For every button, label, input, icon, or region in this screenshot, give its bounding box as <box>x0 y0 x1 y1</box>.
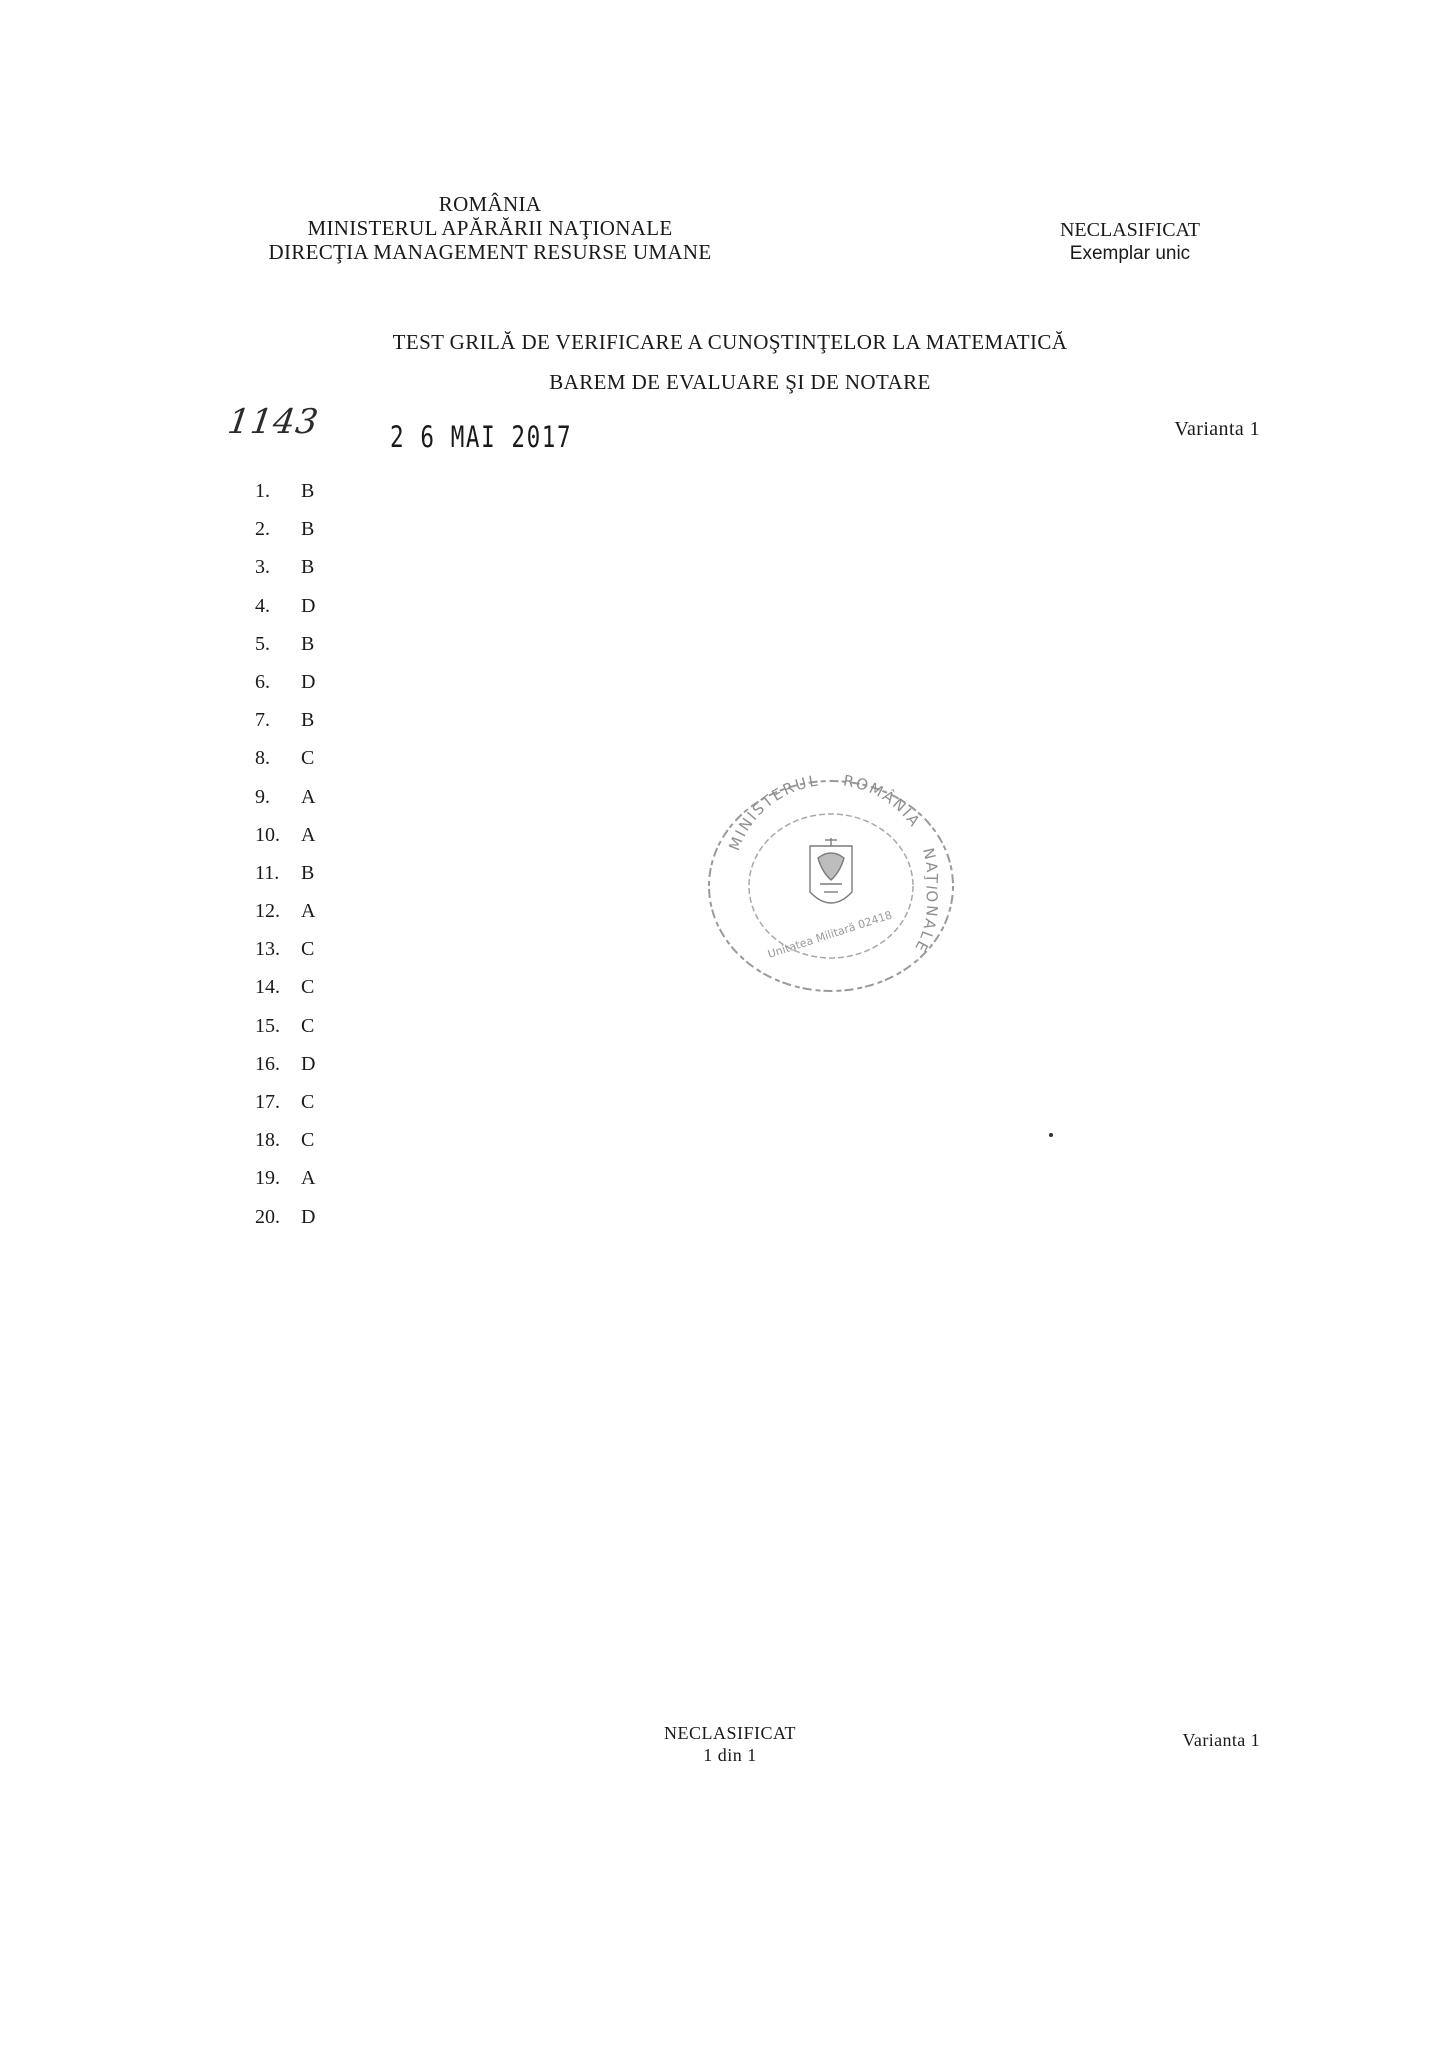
answer-letter: C <box>301 1091 315 1113</box>
document-title: TEST GRILĂ DE VERIFICARE A CUNOŞTINŢELOR LA MATEMATICĂ <box>392 330 1068 354</box>
header-country: ROMÂNIA <box>438 192 542 216</box>
answer-letter: B <box>301 632 315 655</box>
answer-row <box>255 1007 315 1045</box>
answer-row <box>255 968 315 1006</box>
answer-row <box>255 663 315 701</box>
variant-label: Varianta 1 <box>1174 418 1260 440</box>
answer-row <box>255 1159 315 1197</box>
answer-number: 13. <box>255 938 280 961</box>
answer-row <box>255 548 315 586</box>
header-classification-block <box>1030 218 1230 266</box>
answer-row <box>255 816 315 854</box>
answer-row <box>255 701 315 739</box>
answer-row <box>255 472 315 510</box>
answer-letter: D <box>301 1052 316 1075</box>
answer-row <box>255 1198 315 1236</box>
answer-letter: D <box>301 1205 316 1228</box>
seal-text-left: MINISTERUL <box>725 771 821 854</box>
answer-number: 14. <box>255 976 280 999</box>
answer-letter: C <box>301 976 315 999</box>
answer-row <box>255 739 315 777</box>
answer-number: 15. <box>255 1014 280 1037</box>
answer-letter: C <box>301 1129 315 1152</box>
answer-number: 8. <box>255 747 270 770</box>
header-directorate: DIRECŢIA MANAGEMENT RESURSE UMANE <box>268 240 712 264</box>
answer-letter: A <box>301 1167 316 1190</box>
seal-text-bottom: Unitatea Militară 02418 <box>766 908 894 961</box>
answer-number: 12. <box>255 900 280 923</box>
answer-row <box>255 778 315 816</box>
answer-row <box>255 625 315 663</box>
seal-text-right: NAŢIONALE <box>910 846 942 957</box>
answer-row <box>255 1045 315 1083</box>
document-subtitle: BAREM DE EVALUARE ŞI DE NOTARE <box>549 370 931 394</box>
answer-number: 16. <box>255 1052 280 1075</box>
answer-row <box>255 1121 315 1159</box>
seal-text-top: ROMÂNIA <box>841 771 925 832</box>
header-classification: NECLASIFICAT <box>1059 219 1200 241</box>
answer-number: 11. <box>255 861 280 884</box>
answer-letter: B <box>301 480 315 502</box>
answer-letter: C <box>301 1014 315 1037</box>
answer-letter: B <box>301 556 315 579</box>
answer-letter: B <box>301 518 315 541</box>
answer-number: 10. <box>255 823 280 846</box>
answer-number: 9. <box>255 785 270 808</box>
answer-number: 3. <box>255 556 270 579</box>
footer-center <box>630 1722 830 1766</box>
handwritten-registration-number: 1143 <box>225 402 322 442</box>
answer-letter: A <box>301 823 316 846</box>
header-institution <box>210 192 770 264</box>
date-stamp: 2 6 MAI 2017 <box>390 420 573 454</box>
header-ministry: MINISTERUL APĂRĂRII NAŢIONALE <box>307 216 673 240</box>
answer-letter: B <box>301 709 315 732</box>
answer-number: 7. <box>255 709 270 732</box>
answer-row <box>255 1083 315 1121</box>
official-seal-stamp <box>700 768 962 998</box>
answer-number: 4. <box>255 594 270 617</box>
scan-speck <box>1049 1133 1053 1137</box>
answer-letter: A <box>301 900 316 923</box>
answer-letter: C <box>301 747 315 770</box>
coat-of-arms-icon <box>810 838 852 903</box>
footer-variant: Varianta 1 <box>1182 1730 1260 1750</box>
answer-letter: D <box>301 594 316 617</box>
answer-letter: D <box>301 670 316 693</box>
answer-row <box>255 892 315 930</box>
footer-page-number: 1 din 1 <box>703 1745 757 1765</box>
footer-classification: NECLASIFICAT <box>663 1723 796 1743</box>
answer-row <box>255 854 315 892</box>
answer-row <box>255 930 315 968</box>
answer-number: 6. <box>255 670 270 693</box>
answer-letter: C <box>301 938 315 961</box>
answer-number: 20. <box>255 1205 280 1228</box>
answer-number: 19. <box>255 1167 280 1190</box>
answer-letter: B <box>301 861 315 884</box>
answer-row <box>255 510 315 548</box>
answer-letter: A <box>301 785 316 808</box>
answer-row <box>255 587 315 625</box>
header-copy-note: Exemplar unic <box>1069 243 1191 264</box>
answer-key-list <box>255 472 315 1236</box>
answer-number: 2. <box>255 518 270 541</box>
answer-number: 18. <box>255 1129 280 1152</box>
answer-number: 1. <box>255 480 270 502</box>
answer-number: 17. <box>255 1091 280 1113</box>
answer-number: 5. <box>255 632 270 655</box>
